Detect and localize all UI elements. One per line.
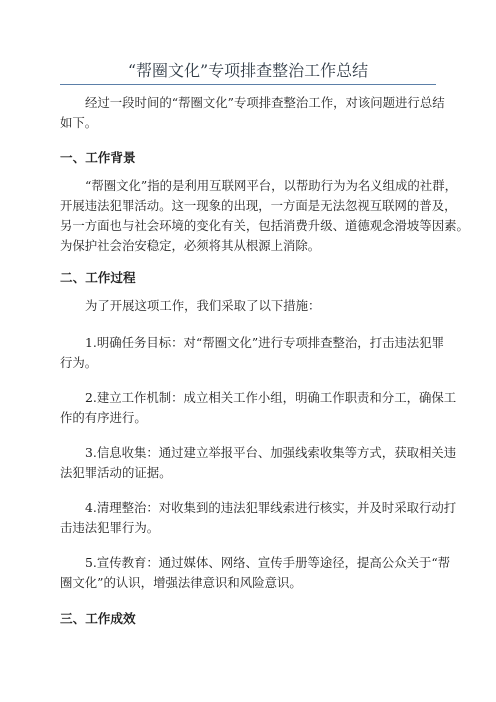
text-line: 2.建立工作机制：成立相关工作小组，明确工作职责和分工，确保工 xyxy=(85,390,457,405)
section-heading-process: 二、工作过程 xyxy=(60,270,136,285)
measure-item-3 xyxy=(60,443,457,483)
document-title: “帮圈文化”专项排查整治工作总结 xyxy=(127,61,369,80)
text-line: 为了开展这项工作，我们采取了以下措施： xyxy=(85,298,321,313)
title-underline xyxy=(60,84,436,85)
measure-item-2 xyxy=(60,388,457,428)
text-line: 击违法犯罪行为。 xyxy=(60,520,160,535)
text-line: 经过一段时间的“帮圈文化”专项排查整治工作，对该问题进行总结 xyxy=(85,95,445,110)
background-paragraph xyxy=(60,176,469,256)
process-intro-paragraph xyxy=(60,296,444,316)
text-line: 为保护社会治安稳定，必须将其从根源上消除。 xyxy=(60,238,321,253)
text-line: “帮圈文化”指的是利用互联网平台，以帮助行为为名义组成的社群， xyxy=(85,178,457,193)
text-line: 行为。 xyxy=(60,355,98,370)
text-line: 作的有序进行。 xyxy=(60,410,147,425)
text-line: 开展违法犯罪活动。这一现象的出现，一方面是无法忽视互联网的普及， xyxy=(60,198,457,213)
text-line: 3.信息收集：通过建立举报平台、加强线索收集等方式，获取相关违 xyxy=(85,445,457,460)
text-line: 圈文化”的认识，增强法律意识和风险意识。 xyxy=(60,575,302,590)
text-line: 4.清理整治：对收集到的违法犯罪线索进行核实，并及时采取行动打 xyxy=(85,500,457,515)
text-line: 法犯罪活动的证据。 xyxy=(60,465,172,480)
measure-item-1 xyxy=(60,333,444,373)
text-line: 5.宣传教育：通过媒体、网络、宣传手册等途径，提高公众关于“帮 xyxy=(85,555,451,570)
section-heading-background: 一、工作背景 xyxy=(60,150,136,165)
text-line: 如下。 xyxy=(60,115,98,130)
measure-item-5 xyxy=(60,553,451,593)
section-heading-results: 三、工作成效 xyxy=(60,611,136,626)
intro-paragraph xyxy=(60,93,444,133)
text-line: 1.明确任务目标：对“帮圈文化”进行专项排查整治，打击违法犯罪 xyxy=(85,335,445,350)
text-line: 另一方面也与社会环境的变化有关，包括消费升级、道德观念滑坡等因素。 xyxy=(60,218,469,233)
measure-item-4 xyxy=(60,498,457,538)
